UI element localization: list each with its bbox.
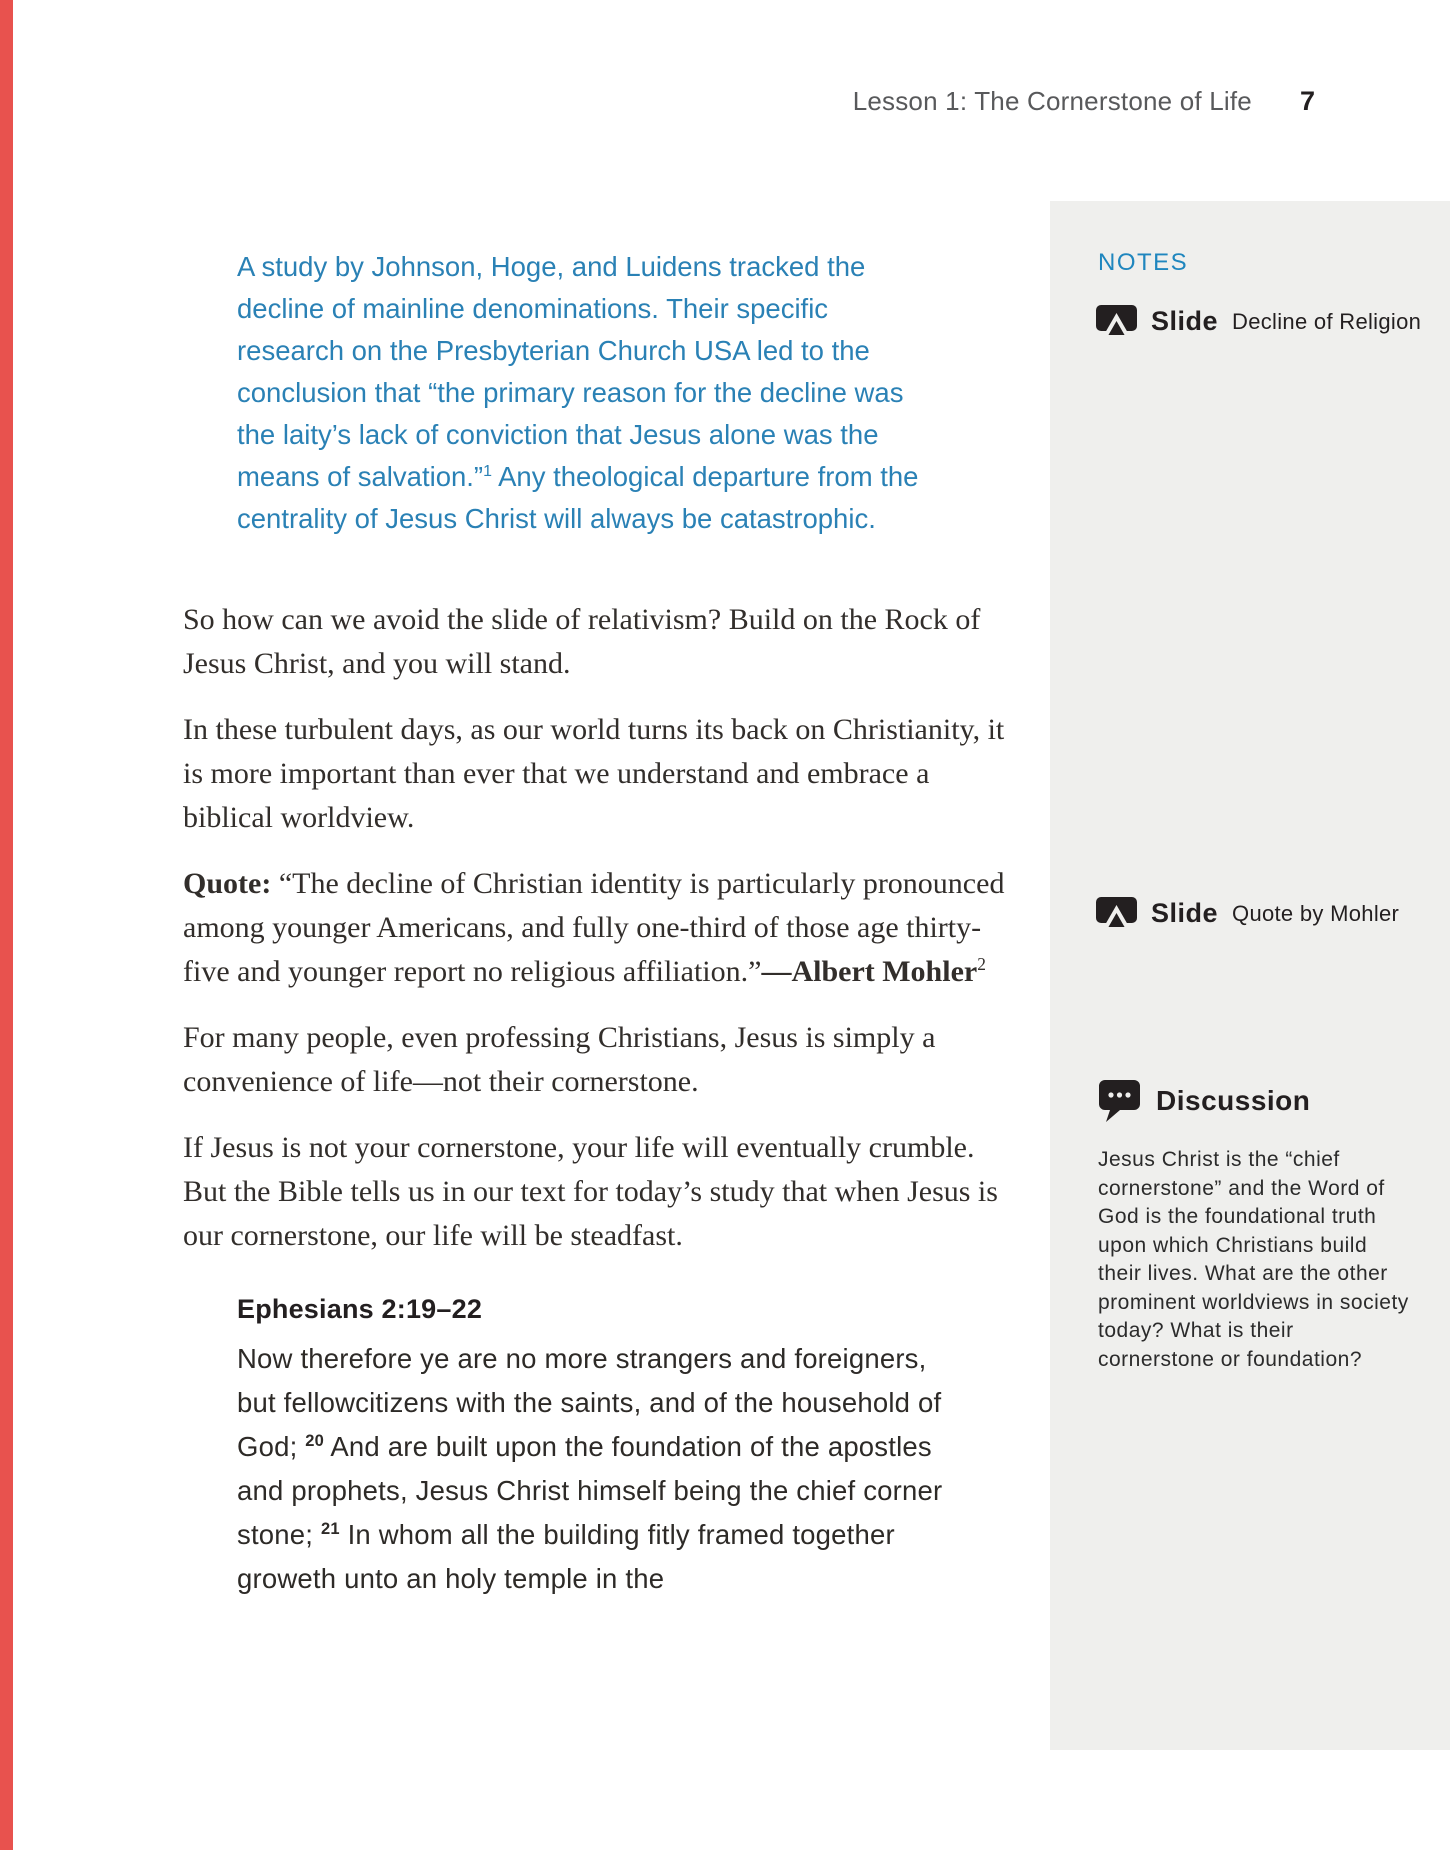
discussion-question: Jesus Christ is the “chief cornerstone” and the Word of God is the foundational truth upon which Christians build their lives. What are the other prominent worldviews in society today? What is their cornerstone or foundation? <box>1098 1148 1409 1371</box>
slide-note-decline-of-religion <box>1096 305 1421 338</box>
scripture-reference: Ephesians 2:19–22 <box>237 1294 483 1324</box>
footnote-ref-2: 2 <box>977 954 986 974</box>
main-text-column <box>183 246 1023 1601</box>
verse-20-text: And are built upon the foundation of the apostles and prophets, Jesus Christ himself being the chief corner stone; <box>237 1431 943 1550</box>
verse-number-20: 20 <box>305 1431 325 1450</box>
paragraph: In these turbulent days, as our world turns its back on Christianity, it is more important than ever that we understand and embrace a biblical worldview. <box>183 713 1005 834</box>
discussion-label: Discussion <box>1156 1085 1311 1116</box>
paragraph: So how can we avoid the slide of relativism? Build on the Rock of Jesus Christ, and you will stand. <box>183 603 981 680</box>
notes-panel <box>1050 201 1450 1750</box>
slide-label: Slide <box>1151 898 1219 928</box>
slide-label: Slide <box>1151 306 1219 336</box>
callout-text: A study by Johnson, Hoge, and Luidens tracked the decline of mainline denominations. Their specific research on the Presbyterian Church USA led to the conclusion that “the primary reason for the decline was the laity’s lack of conviction that Jesus alone was the means of salvation.” <box>237 251 904 492</box>
slide-projector-icon <box>1096 897 1137 930</box>
scripture-block <box>237 1294 945 1601</box>
discussion-note <box>1096 1078 1310 1124</box>
study-callout <box>237 246 942 540</box>
body-text <box>183 598 1023 1258</box>
slide-projector-icon <box>1096 305 1137 338</box>
running-header <box>183 86 1315 117</box>
lesson-title: Lesson 1: The Cornerstone of Life <box>852 86 1252 116</box>
slide-note-quote-by-mohler <box>1096 897 1399 930</box>
footnote-ref-1: 1 <box>483 462 492 480</box>
speech-bubble-icon <box>1096 1078 1142 1124</box>
callout-text-continued: Any theological departure from the centrality of Jesus Christ will always be catastrophic. <box>237 461 919 534</box>
quote-label: Quote: <box>183 867 272 900</box>
page-number: 7 <box>1299 86 1315 116</box>
paragraph: For many people, even professing Christians, Jesus is simply a convenience of life—not their cornerstone. <box>183 1021 936 1098</box>
notes-heading: NOTES <box>1098 249 1189 276</box>
verse-19-text: Now therefore ye are no more strangers and foreigners, but fellowcitizens with the saints, and of the household of God; <box>237 1343 942 1462</box>
verse-number-21: 21 <box>320 1519 340 1538</box>
quote-body: “The decline of Christian identity is particularly pronounced among younger Americans, and fully one-third of those age thirty-five and younger report no religious affiliation.” <box>183 867 1005 988</box>
slide-title: Quote by Mohler <box>1232 900 1400 926</box>
slide-title: Decline of Religion <box>1232 308 1422 334</box>
quote-author: —Albert Mohler <box>761 955 978 988</box>
verse-21-text: In whom all the building fitly framed together groweth unto an holy temple in the <box>237 1519 895 1594</box>
left-accent-bar <box>0 0 13 1850</box>
scripture-text <box>237 1337 945 1601</box>
paragraph: If Jesus is not your cornerstone, your life will eventually crumble. But the Bible tells us in our text for today’s study that when Jesus is our cornerstone, our life will be steadfast. <box>183 1131 998 1252</box>
quote-paragraph <box>183 862 1023 994</box>
